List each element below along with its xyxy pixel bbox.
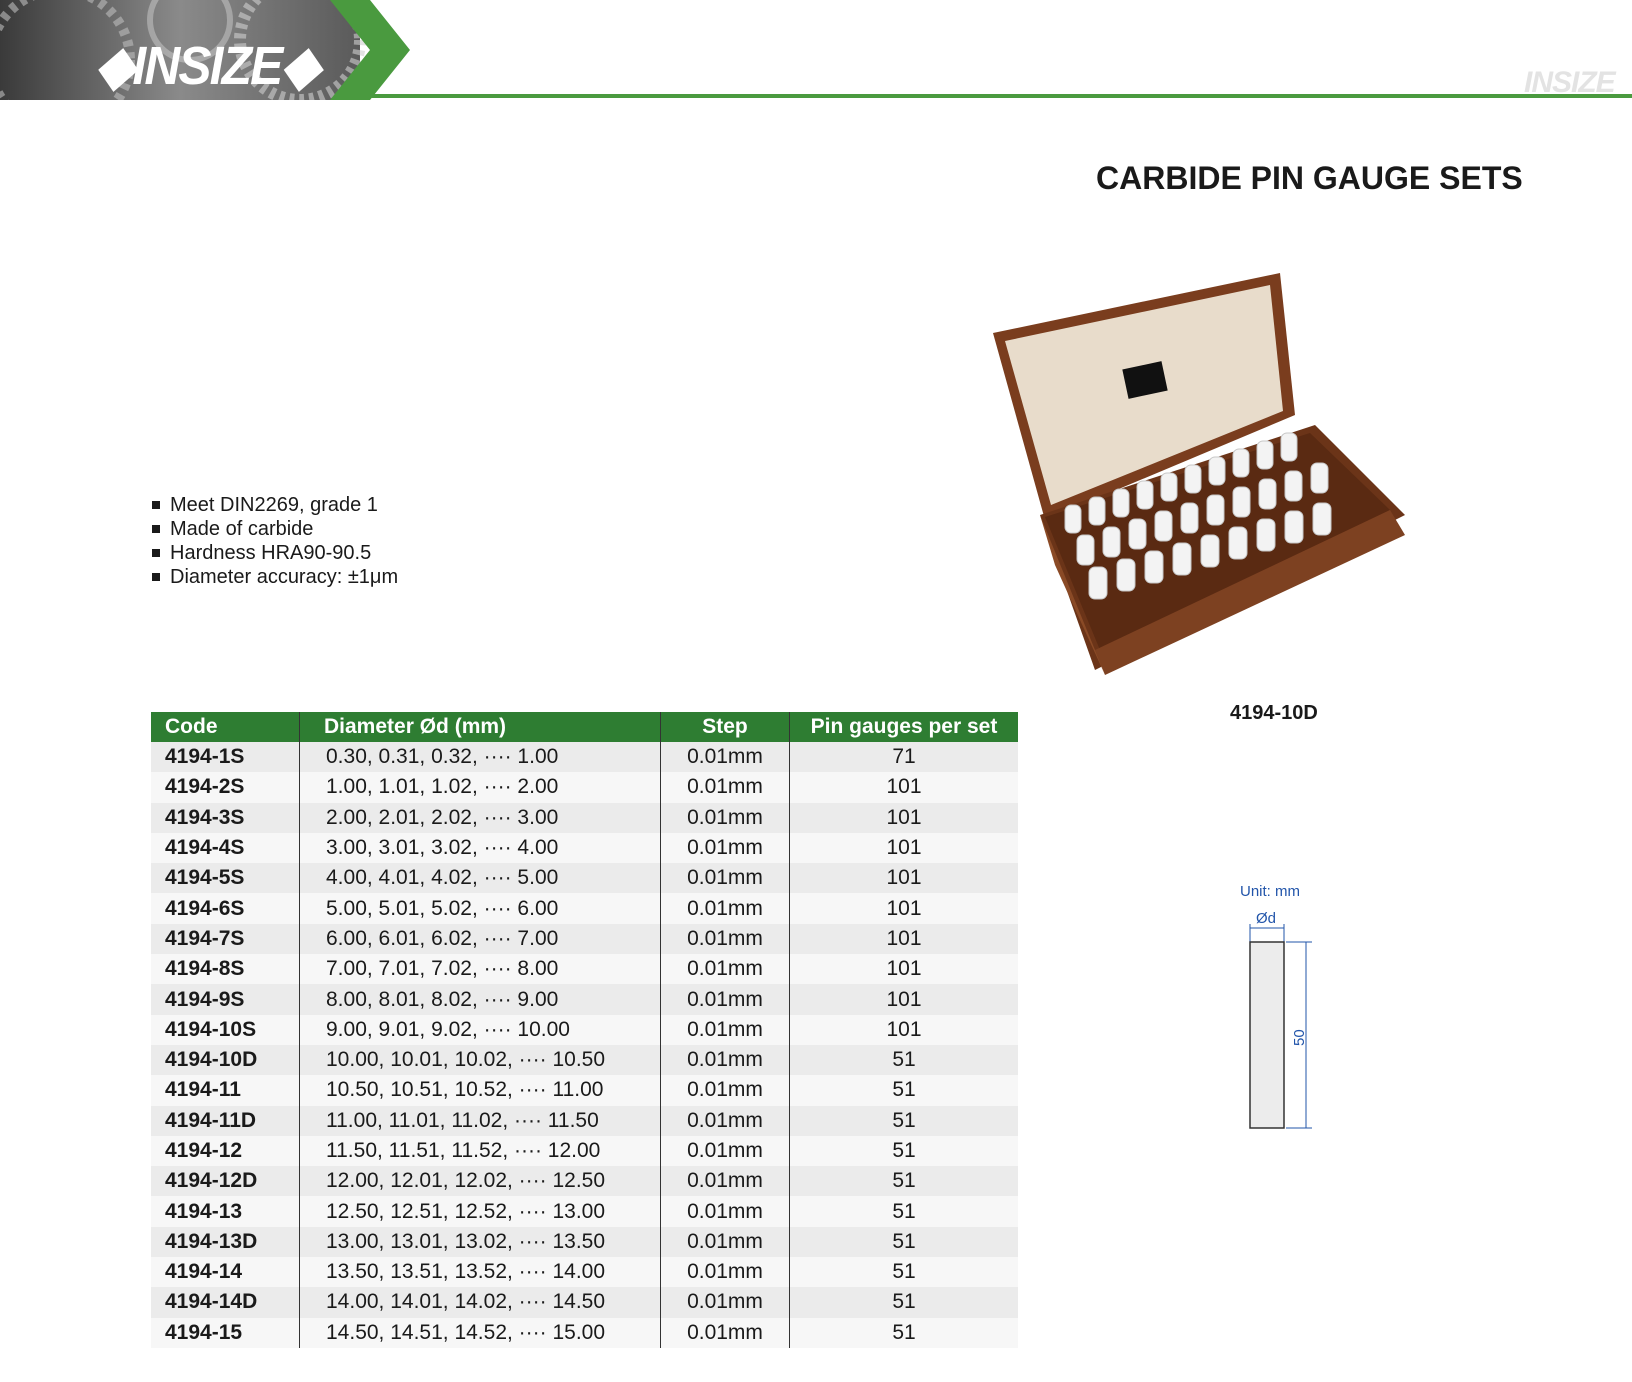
table-row — [151, 1045, 1018, 1075]
table-row — [151, 833, 1018, 863]
spec-table — [151, 712, 1018, 1348]
cell-code: 4194-10S — [151, 1015, 300, 1045]
logo-arrow-right-icon: ◆ — [281, 36, 318, 96]
cell-code: 4194-9S — [151, 984, 300, 1014]
cell-step: 0.01mm — [661, 1227, 790, 1257]
cell-pins: 101 — [790, 984, 1019, 1014]
cell-diameter: 13.50, 13.51, 13.52, ···· 14.00 — [300, 1257, 661, 1287]
cell-pins: 101 — [790, 772, 1019, 802]
table-row — [151, 1257, 1018, 1287]
table-row — [151, 803, 1018, 833]
cell-diameter: 0.30, 0.31, 0.32, ···· 1.00 — [300, 742, 661, 772]
cell-pins: 51 — [790, 1196, 1019, 1226]
table-row — [151, 954, 1018, 984]
cell-code: 4194-11D — [151, 1106, 300, 1136]
cell-code: 4194-15 — [151, 1318, 300, 1348]
cell-pins: 51 — [790, 1227, 1019, 1257]
cell-pins: 51 — [790, 1318, 1019, 1348]
cell-diameter: 12.00, 12.01, 12.02, ···· 12.50 — [300, 1166, 661, 1196]
cell-step: 0.01mm — [661, 863, 790, 893]
table-header-row — [151, 712, 1018, 742]
bullet-icon — [152, 525, 160, 533]
cell-diameter: 13.00, 13.01, 13.02, ···· 13.50 — [300, 1227, 661, 1257]
table-row — [151, 1015, 1018, 1045]
cell-step: 0.01mm — [661, 1045, 790, 1075]
cell-code: 4194-13D — [151, 1227, 300, 1257]
feature-item: Meet DIN2269, grade 1 — [150, 493, 398, 517]
cell-pins: 101 — [790, 803, 1019, 833]
cell-diameter: 3.00, 3.01, 3.02, ···· 4.00 — [300, 833, 661, 863]
cell-code: 4194-14D — [151, 1287, 300, 1317]
table-row — [151, 1106, 1018, 1136]
table-row — [151, 1136, 1018, 1166]
cell-pins: 51 — [790, 1166, 1019, 1196]
cell-diameter: 14.50, 14.51, 14.52, ···· 15.00 — [300, 1318, 661, 1348]
bullet-icon — [152, 573, 160, 581]
table-row — [151, 1196, 1018, 1226]
brand-logo: ◆INSIZE◆ — [96, 36, 318, 96]
column-header-diameter: Diameter Ød (mm) — [300, 712, 661, 742]
table-row — [151, 984, 1018, 1014]
cell-pins: 51 — [790, 1257, 1019, 1287]
cell-code: 4194-2S — [151, 772, 300, 802]
cell-step: 0.01mm — [661, 1287, 790, 1317]
table-row — [151, 1318, 1018, 1348]
cell-code: 4194-12 — [151, 1136, 300, 1166]
pin-outline — [1250, 942, 1284, 1128]
cell-step: 0.01mm — [661, 1106, 790, 1136]
cell-pins: 71 — [790, 742, 1019, 772]
product-caption: 4194-10D — [1230, 702, 1318, 724]
cell-diameter: 10.00, 10.01, 10.02, ···· 10.50 — [300, 1045, 661, 1075]
feature-item: Hardness HRA90-90.5 — [150, 541, 398, 565]
cell-step: 0.01mm — [661, 1136, 790, 1166]
cell-step: 0.01mm — [661, 772, 790, 802]
cell-diameter: 5.00, 5.01, 5.02, ···· 6.00 — [300, 893, 661, 923]
cell-code: 4194-3S — [151, 803, 300, 833]
cell-step: 0.01mm — [661, 954, 790, 984]
diameter-label: Ød — [1256, 910, 1277, 927]
table-row — [151, 1166, 1018, 1196]
table-row — [151, 924, 1018, 954]
cell-step: 0.01mm — [661, 1318, 790, 1348]
cell-step: 0.01mm — [661, 1166, 790, 1196]
cell-code: 4194-1S — [151, 742, 300, 772]
logo-arrow-left-icon: ◆ — [96, 36, 133, 96]
table-row — [151, 772, 1018, 802]
cell-code: 4194-11 — [151, 1075, 300, 1105]
cell-step: 0.01mm — [661, 833, 790, 863]
table-body — [151, 742, 1018, 1348]
table-row — [151, 863, 1018, 893]
cell-code: 4194-4S — [151, 833, 300, 863]
cell-code: 4194-10D — [151, 1045, 300, 1075]
cell-pins: 101 — [790, 893, 1019, 923]
unit-label: Unit: mm — [1240, 883, 1300, 900]
cell-diameter: 6.00, 6.01, 6.02, ···· 7.00 — [300, 924, 661, 954]
bullet-icon — [152, 501, 160, 509]
length-label: 50 — [1291, 1029, 1308, 1046]
cell-diameter: 1.00, 1.01, 1.02, ···· 2.00 — [300, 772, 661, 802]
page-title: CARBIDE PIN GAUGE SETS — [1096, 160, 1523, 196]
cell-diameter: 14.00, 14.01, 14.02, ···· 14.50 — [300, 1287, 661, 1317]
column-header-pins: Pin gauges per set — [790, 712, 1019, 742]
table-row — [151, 1287, 1018, 1317]
cell-diameter: 10.50, 10.51, 10.52, ···· 11.00 — [300, 1075, 661, 1105]
cell-step: 0.01mm — [661, 1075, 790, 1105]
dimension-drawing — [1240, 878, 1350, 1138]
cell-pins: 51 — [790, 1075, 1019, 1105]
cell-code: 4194-13 — [151, 1196, 300, 1226]
table-row — [151, 742, 1018, 772]
feature-item: Diameter accuracy: ±1μm — [150, 565, 398, 589]
cell-step: 0.01mm — [661, 1257, 790, 1287]
cell-diameter: 9.00, 9.01, 9.02, ···· 10.00 — [300, 1015, 661, 1045]
cell-step: 0.01mm — [661, 893, 790, 923]
cell-code: 4194-8S — [151, 954, 300, 984]
cell-pins: 101 — [790, 954, 1019, 984]
cell-diameter: 2.00, 2.01, 2.02, ···· 3.00 — [300, 803, 661, 833]
cell-pins: 51 — [790, 1106, 1019, 1136]
cell-pins: 101 — [790, 833, 1019, 863]
product-image — [985, 265, 1405, 685]
cell-pins: 51 — [790, 1045, 1019, 1075]
cell-diameter: 12.50, 12.51, 12.52, ···· 13.00 — [300, 1196, 661, 1226]
cell-step: 0.01mm — [661, 984, 790, 1014]
cell-pins: 101 — [790, 1015, 1019, 1045]
cell-pins: 101 — [790, 924, 1019, 954]
feature-item: Made of carbide — [150, 517, 398, 541]
cell-pins: 51 — [790, 1287, 1019, 1317]
table-row — [151, 1227, 1018, 1257]
cell-code: 4194-6S — [151, 893, 300, 923]
cell-diameter: 4.00, 4.01, 4.02, ···· 5.00 — [300, 863, 661, 893]
column-header-step: Step — [661, 712, 790, 742]
cell-diameter: 7.00, 7.01, 7.02, ···· 8.00 — [300, 954, 661, 984]
cell-code: 4194-7S — [151, 924, 300, 954]
cell-step: 0.01mm — [661, 1196, 790, 1226]
cell-step: 0.01mm — [661, 803, 790, 833]
table-row — [151, 893, 1018, 923]
feature-list — [150, 493, 398, 589]
cell-diameter: 11.50, 11.51, 11.52, ···· 12.00 — [300, 1136, 661, 1166]
cell-step: 0.01mm — [661, 742, 790, 772]
cell-diameter: 11.00, 11.01, 11.02, ···· 11.50 — [300, 1106, 661, 1136]
cell-code: 4194-12D — [151, 1166, 300, 1196]
bullet-icon — [152, 549, 160, 557]
cell-code: 4194-14 — [151, 1257, 300, 1287]
cell-diameter: 8.00, 8.01, 8.02, ···· 9.00 — [300, 984, 661, 1014]
header-banner — [0, 0, 1632, 100]
brand-logo-watermark: INSIZE — [1524, 66, 1615, 99]
cell-pins: 51 — [790, 1136, 1019, 1166]
cell-code: 4194-5S — [151, 863, 300, 893]
table-row — [151, 1075, 1018, 1105]
column-header-code: Code — [151, 712, 300, 742]
cell-pins: 101 — [790, 863, 1019, 893]
cell-step: 0.01mm — [661, 924, 790, 954]
cell-step: 0.01mm — [661, 1015, 790, 1045]
